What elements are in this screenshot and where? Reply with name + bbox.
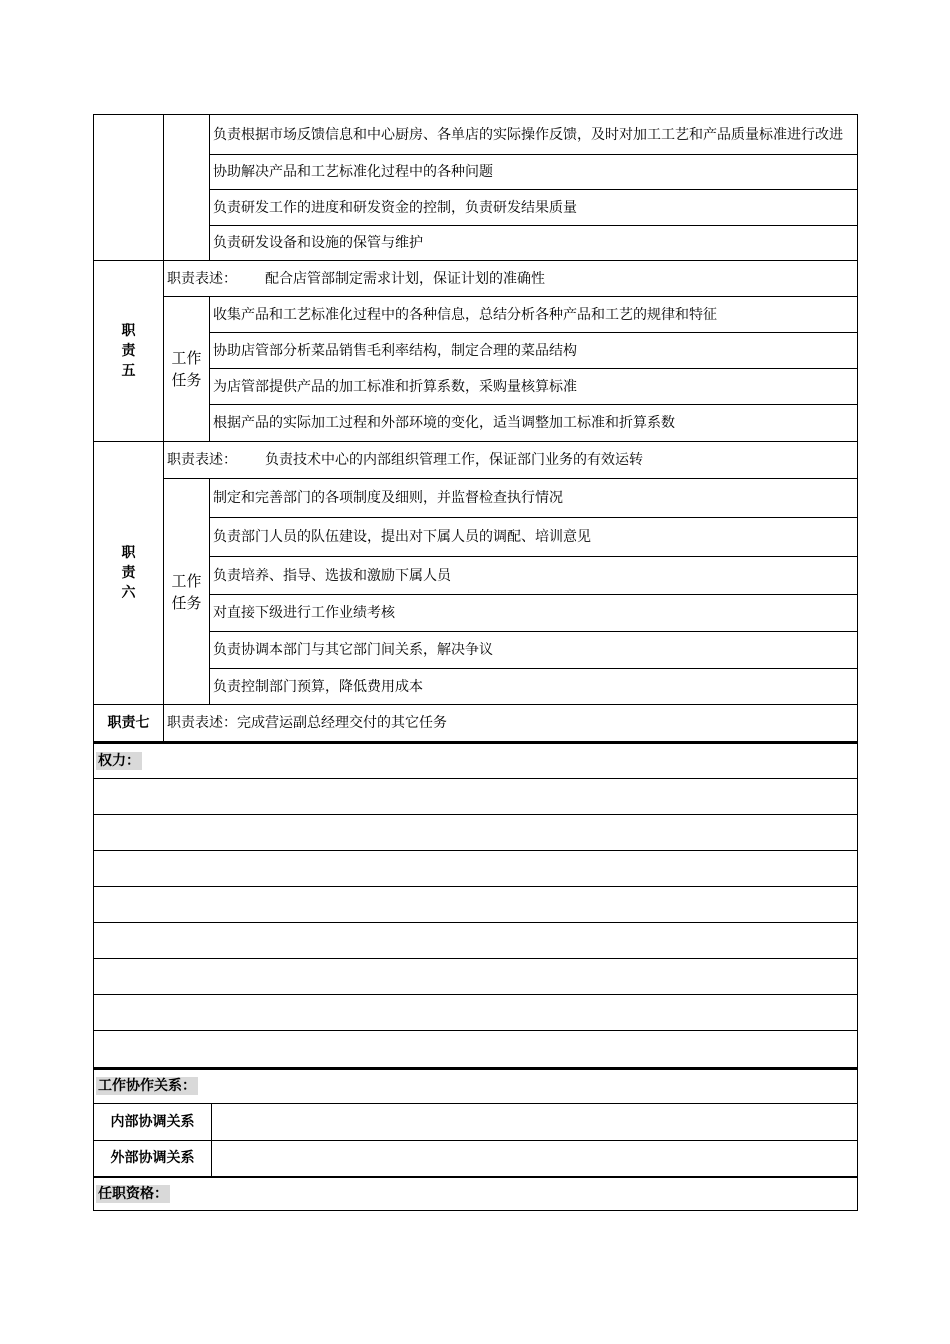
task-item: 负责研发工作的进度和研发资金的控制，负责研发结果质量 (210, 190, 858, 226)
statement-label: 职责表述： (167, 270, 237, 287)
authority-row (94, 922, 858, 958)
cooperation-header: 工作协作关系： (98, 1078, 196, 1095)
duty6-work-label: 工作 任务 (164, 479, 210, 705)
internal-coordination-label: 内部协调关系 (94, 1104, 212, 1141)
authority-header: 权力： (98, 752, 140, 769)
task-item: 负责培养、指导、选拔和激励下属人员 (210, 557, 858, 595)
task-item: 根据产品的实际加工过程和外部环境的变化，适当调整加工标准和折算系数 (210, 405, 858, 442)
task-item: 负责部门人员的队伍建设，提出对下属人员的调配、培训意见 (210, 518, 858, 557)
authority-row (94, 778, 858, 814)
duty5-statement (164, 261, 858, 297)
task-item: 收集产品和工艺标准化过程中的各种信息，总结分析各种产品和工艺的规律和特征 (210, 297, 858, 333)
statement-label: 职责表述： (167, 452, 237, 468)
task-item: 为店管部提供产品的加工标准和折算系数，采购量核算标准 (210, 369, 858, 405)
authority-row (94, 994, 858, 1030)
work-label-cell-continued (164, 115, 210, 261)
authority-row (94, 1030, 858, 1067)
internal-coordination-value (212, 1104, 858, 1141)
authority-table (93, 742, 858, 1068)
duty5-work-label: 工作 任务 (164, 297, 210, 442)
task-item: 负责研发设备和设施的保管与维护 (210, 226, 858, 261)
statement-text: 配合店管部制定需求计划，保证计划的准确性 (265, 270, 545, 287)
external-coordination-label: 外部协调关系 (94, 1141, 212, 1177)
duty5-label: 职 责 五 (94, 261, 164, 442)
duty7-statement: 职责表述：完成营运副总经理交付的其它任务 (164, 705, 858, 742)
task-item: 负责根据市场反馈信息和中心厨房、各单店的实际操作反馈，及时对加工工艺和产品质量标准进行改进 (210, 115, 858, 155)
job-description-sheet (93, 114, 857, 1211)
task-item: 制定和完善部门的各项制度及细则，并监督检查执行情况 (210, 479, 858, 518)
qualification-header: 任职资格： (98, 1185, 168, 1202)
cooperation-table (93, 1068, 858, 1212)
external-coordination-value (212, 1141, 858, 1177)
statement-text: 负责技术中心的内部组织管理工作，保证部门业务的有效运转 (265, 452, 643, 468)
task-item: 负责控制部门预算，降低费用成本 (210, 669, 858, 705)
duty-label-cell-continued (94, 115, 164, 261)
task-item: 对直接下级进行工作业绩考核 (210, 595, 858, 632)
duty7-label: 职责七 (94, 705, 164, 742)
task-item: 协助店管部分析菜品销售毛利率结构，制定合理的菜品结构 (210, 333, 858, 369)
duties-table (93, 114, 858, 742)
task-item: 协助解决产品和工艺标准化过程中的各种问题 (210, 155, 858, 190)
authority-row (94, 814, 858, 850)
qualification-header-cell (94, 1177, 858, 1211)
duty6-label: 职 责 六 (94, 442, 164, 705)
task-item: 负责协调本部门与其它部门间关系，解决争议 (210, 632, 858, 669)
authority-header-cell (94, 743, 858, 778)
duty6-statement (164, 442, 858, 479)
authority-row (94, 886, 858, 922)
cooperation-header-cell (94, 1069, 858, 1104)
authority-row (94, 958, 858, 994)
authority-row (94, 850, 858, 886)
